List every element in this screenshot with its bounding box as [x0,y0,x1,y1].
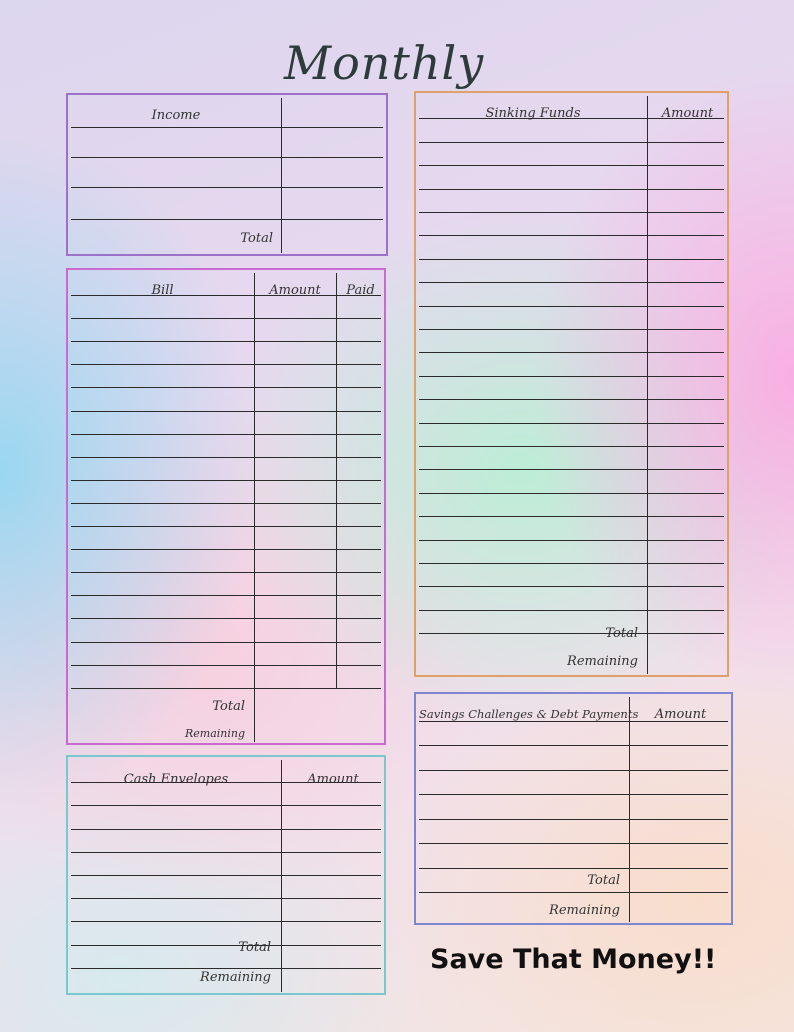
sinking-total-label: Total [605,626,638,641]
table-row [71,296,381,319]
savings-remaining-label: Remaining [549,903,620,918]
table-row [71,946,381,969]
table-row [71,899,381,922]
cash-header: Cash Envelopes [123,772,229,787]
cash-envelopes-table [66,755,386,995]
table-row [71,527,381,550]
income-total-label: Total [240,231,273,246]
table-row [419,236,724,259]
column-divider [281,98,282,253]
table-row [419,494,724,517]
table-row [71,481,381,504]
savings-total-label: Total [587,873,620,888]
table-row [71,365,381,388]
income-table [66,93,388,256]
table-row [71,128,383,158]
table-row [419,96,724,119]
table-row [71,573,381,596]
table-row [71,783,381,806]
table-row [71,342,381,365]
bills-table [66,268,386,745]
table-row [419,166,724,189]
income-header: Income [151,108,201,123]
page-title: Monthly [284,36,485,90]
savings-amount-header: Amount [654,707,707,722]
table-row [419,330,724,353]
table-row [419,541,724,564]
table-row [419,771,728,796]
bills-total-label: Total [212,699,245,714]
table-row [419,190,724,213]
table-row [419,424,724,447]
bill-header: Bill [151,283,174,298]
table-row [419,722,728,747]
slogan: Save That Money!! [430,944,717,975]
table-row [71,806,381,829]
table-row [71,504,381,527]
table-row [71,666,381,689]
table-row [419,119,724,142]
table-row [71,830,381,853]
bills-remaining-label: Remaining [184,727,245,740]
table-row [71,98,383,128]
table-row [419,820,728,845]
table-row [71,435,381,458]
table-row [419,611,724,634]
table-row [71,273,381,296]
table-row [71,412,381,435]
table-row [71,188,383,220]
table-row [419,283,724,306]
table-row [71,760,381,783]
table-row [419,307,724,330]
table-row [419,353,724,376]
table-row [419,869,728,894]
cash-amount-header: Amount [307,772,359,787]
table-row [419,844,728,869]
table-row [71,158,383,188]
table-row [419,746,728,771]
table-row [419,795,728,820]
table-row [419,400,724,423]
savings-header: Savings Challenges & Debt Payments [419,707,639,721]
sinking-funds-table [414,91,729,677]
table-row [419,697,728,722]
sinking-remaining-label: Remaining [567,654,638,669]
cash-remaining-label: Remaining [200,970,271,985]
table-row [419,587,724,610]
sinking-header: Sinking Funds [485,106,581,121]
bill-amount-header: Amount [269,283,321,298]
savings-debt-table [414,692,733,925]
table-row [71,319,381,342]
table-row [419,517,724,540]
table-row [71,389,381,412]
table-row [71,643,381,666]
table-row [419,447,724,470]
sinking-amount-header: Amount [661,106,714,121]
bill-paid-header: Paid [346,283,375,298]
table-row [71,876,381,899]
table-row [419,260,724,283]
table-row [419,143,724,166]
table-row [71,550,381,573]
table-row [419,564,724,587]
table-row [419,213,724,236]
cash-total-label: Total [238,940,271,955]
table-row [71,853,381,876]
table-row [71,620,381,643]
table-row [419,470,724,493]
table-row [419,377,724,400]
table-row [71,922,381,945]
table-row [71,458,381,481]
table-row [71,596,381,619]
